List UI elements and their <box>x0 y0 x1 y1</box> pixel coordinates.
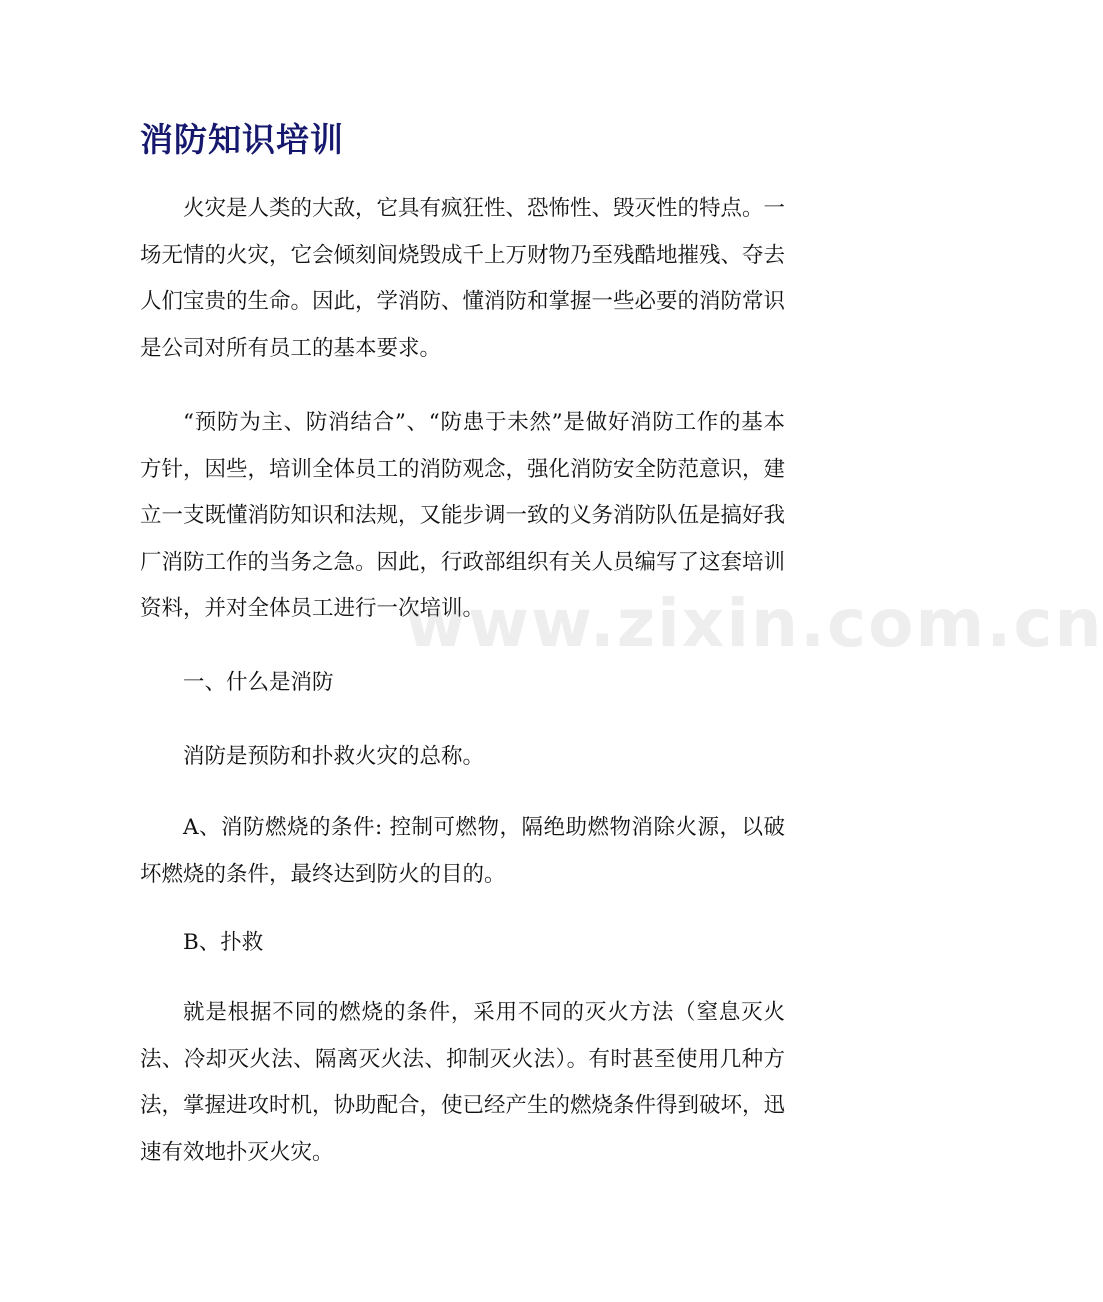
paragraph-policy: “预防为主、防消结合”、“防患于未然”是做好消防工作的基本方针，因些，培训全体员工的消防观念，强化消防安全防范意识，建立一支既懂消防知识和法规，又能步调一致的义务消防队伍是搞好我厂消防工作的当务之急。因此，行政部组织有关人员编写了这套培训资料，并对全体员工进行一次培训。 <box>140 410 786 621</box>
paragraph-firefighting-methods: 就是根据不同的燃烧的条件，采用不同的灭火方法（窒息灭火法、冷却灭火法、隔离灭火法、抑制灭火法）。有时甚至使用几种方法，掌握进攻时机，协助配合，使已经产生的燃烧条件得到破坏，迅速有效地扑灭火灾。 <box>140 1000 786 1165</box>
document-title: 消防知识培训 <box>140 120 344 159</box>
paragraph-combustion-conditions: A、消防燃烧的条件: 控制可燃物，隔绝助燃物消除火源，以破坏燃烧的条件，最终达到防火的目的。 <box>140 815 785 887</box>
paragraph-definition: 消防是预防和扑救火灾的总称。 <box>183 744 485 769</box>
subheading-firefighting: B、扑救 <box>183 930 264 955</box>
paragraph-intro: 火灾是人类的大敌，它具有疯狂性、恐怖性、毁灭性的特点。一场无情的火灾，它会倾刻间烧毁成千上万财物乃至残酷地摧残、夺去人们宝贵的生命。因此，学消防、懂消防和掌握一些必要的消防常识是公司对所有员工的基本要求。 <box>140 196 786 361</box>
site-watermark: www.zixin.com.cn <box>405 585 1103 662</box>
section-heading-what-is-fire-protection: 一、什么是消防 <box>183 670 334 695</box>
